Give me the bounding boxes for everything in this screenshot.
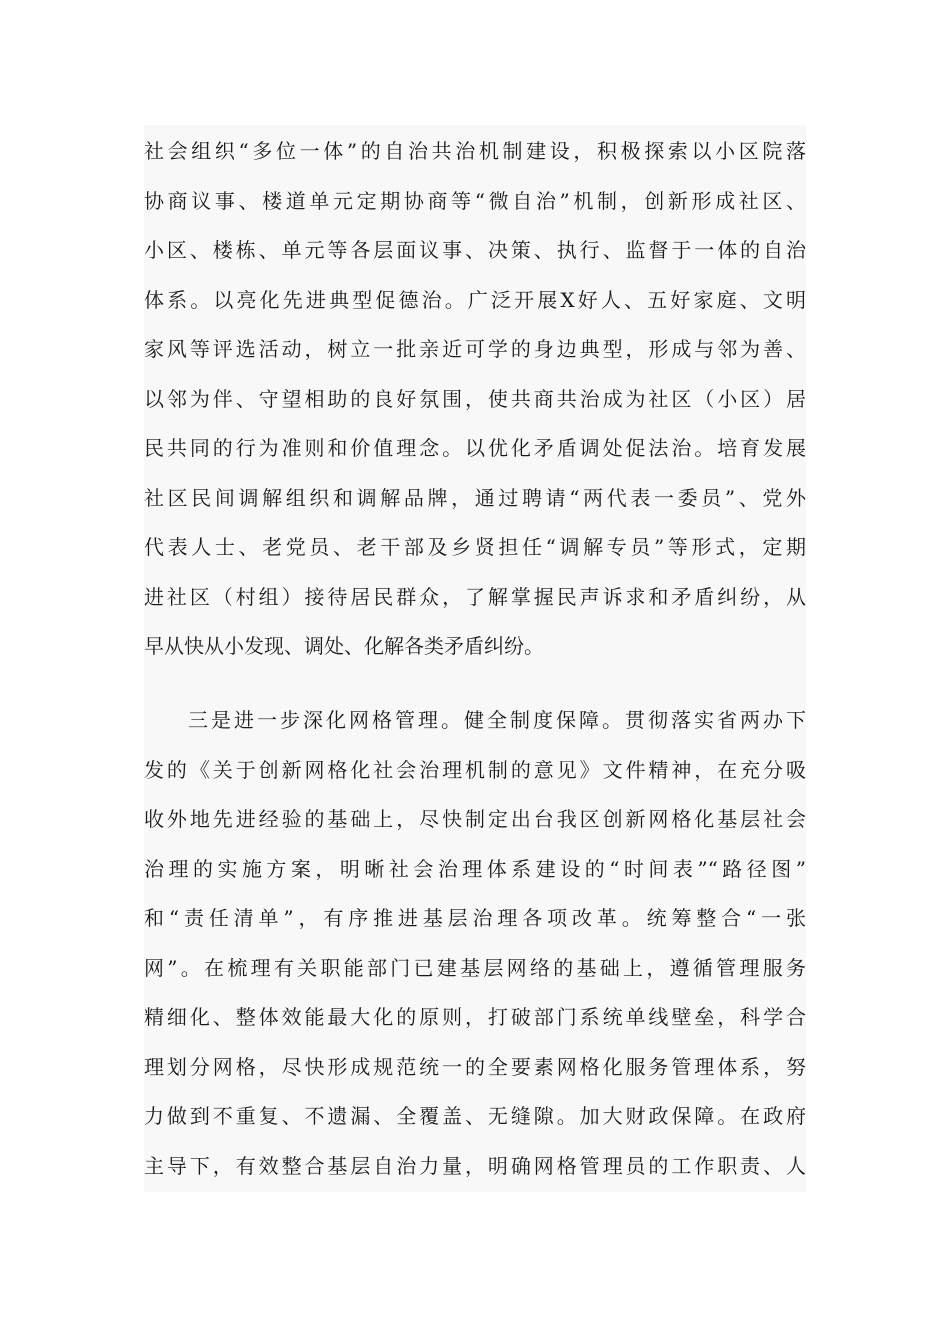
paragraph-2 [144, 696, 806, 1191]
text-line: 精细化、整体效能最大化的原则，打破部门系统单线壁垒，科学合 [144, 1005, 806, 1029]
text-line: 收外地先进经验的基础上，尽快制定出台我区创新网格化基层社会 [144, 807, 806, 831]
text-line: 体系。以亮化先进典型促德治。广泛开展X好人、五好家庭、文明 [144, 287, 806, 312]
text-line: 民共同的行为准则和价值理念。以优化矛盾调处促法治。培育发展 [144, 436, 806, 460]
text-line: 进社区（村组）接待居民群众，了解掌握民声诉求和矛盾纠纷，从 [144, 584, 806, 609]
text-line: 网”。在梳理有关职能部门已建基层网络的基础上，遵循管理服务 [144, 955, 806, 980]
text-line: 社区民间调解组织和调解品牌，通过聘请“两代表一委员”、党外 [144, 485, 806, 510]
text-line: 代表人士、老党员、老干部及乡贤担任“调解专员”等形式，定期 [144, 535, 806, 559]
text-line: 治理的实施方案，明晰社会治理体系建设的“时间表”“路径图” [144, 856, 806, 881]
document-body [144, 125, 806, 1192]
text-line: 主导下，有效整合基层自治力量，明确网格管理员的工作职责、人 [144, 1153, 806, 1178]
text-line: 早从快从小发现、调处、化解各类矛盾纠纷。 [144, 634, 544, 658]
text-line: 理划分网格，尽快形成规范统一的全要素网格化服务管理体系，努 [144, 1054, 806, 1079]
text-line: 力做到不重复、不遗漏、全覆盖、无缝隙。加大财政保障。在政府 [144, 1104, 806, 1128]
paragraph-1 [144, 127, 806, 672]
text-line: 以邻为伴、守望相助的良好氛围，使共商共治成为社区（小区）居 [144, 386, 806, 411]
text-line: 小区、楼栋、单元等各层面议事、决策、执行、监督于一体的自治 [144, 238, 806, 262]
text-line: 协商议事、楼道单元定期协商等“微自治”机制，创新形成社区、 [144, 188, 806, 213]
text-line: 和“责任清单”，有序推进基层治理各项改革。统筹整合“一张 [144, 906, 806, 930]
text-line: 发的《关于创新网格化社会治理机制的意见》文件精神，在充分吸 [144, 757, 806, 782]
text-line: 三是进一步深化网格管理。健全制度保障。贯彻落实省两办下 [188, 708, 806, 732]
text-line: 社会组织“多位一体”的自治共治机制建设，积极探索以小区院落 [144, 139, 806, 163]
text-line: 家风等评选活动，树立一批亲近可学的身边典型，形成与邻为善、 [144, 337, 806, 361]
